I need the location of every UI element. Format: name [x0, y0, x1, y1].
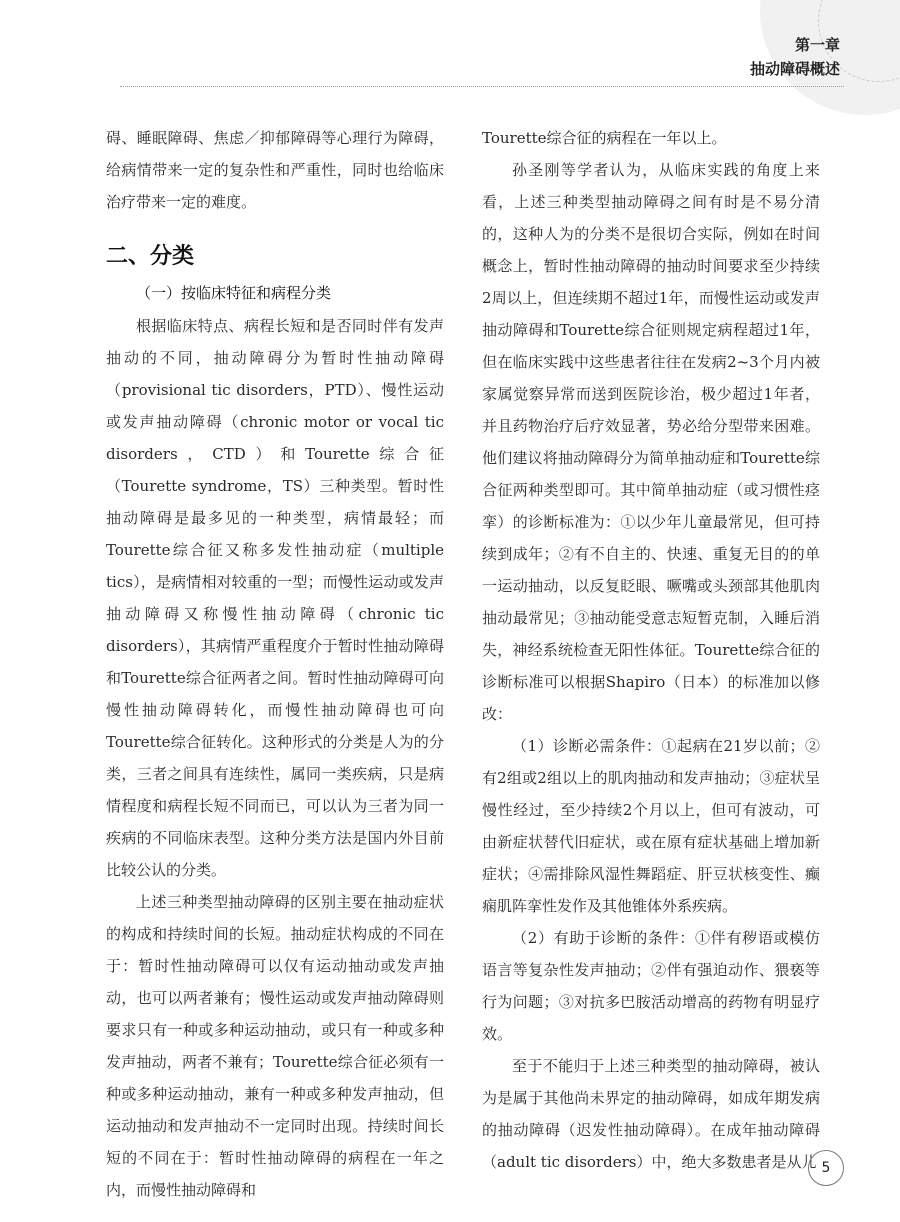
continued-paragraph: Tourette综合征的病程在一年以上。: [482, 129, 727, 147]
header-rule: [120, 86, 844, 87]
header-chapter: 第一章: [794, 36, 840, 54]
running-header: [750, 34, 840, 82]
section-heading: 二、分类: [106, 244, 195, 269]
subsection-heading: （一）按临床特征和病程分类: [136, 284, 332, 302]
paragraph-other-tic-disorders: 至于不能归于上述三种类型的抽动障碍，被认为是属于其他尚未界定的抽动障碍，如成年期发病的抽动障碍（迟发性抽动障碍）。在成年抽动障碍（adult tic disorders）中，绝大多数患者是从儿: [482, 1057, 820, 1171]
page-number: 5: [808, 1150, 844, 1186]
paragraph-supporting-criteria: （2）有助于诊断的条件：①伴有秽语或模仿语言等复杂性发声抽动；②伴有强迫动作、猥亵等行为问题；③对抗多巴胺活动增高的药物有明显疗效。: [482, 929, 820, 1043]
paragraph-sun-view: 孙圣刚等学者认为，从临床实践的角度上来看，上述三种类型抽动障碍之间有时是不易分清的，这种人为的分类不是很切合实际，例如在时间概念上，暂时性抽动障碍的抽动时间要求至少持续2周以上，但连续期不超过1年，而慢性运动或发声抽动障碍和Tourette综合征则规定病程超过1年，但在临床实践中这些患者往往在发病2~3个月内被家属觉察异常而送到医院诊治，极少超过1年者，并且药物治疗后疗效显著，势必给分型带来困难。他们建议将抽动障碍分为简单抽动症和Tourette综合征两种类型即可。其中简单抽动症（或习惯性痉挛）的诊断标准为：①以少年儿童最常见，但可持续到成年；②有不自主的、快速、重复无目的的单一运动抽动，以反复眨眼、噘嘴或头颈部其他肌肉抽动最常见；③抽动能受意志短暂克制，入睡后消失，神经系统检查无阳性体征。Tourette综合征的诊断标准可以根据Shapiro（日本）的标准加以修改：: [482, 161, 820, 723]
header-section-title: 抽动障碍概述: [749, 60, 840, 78]
left-column: [106, 122, 444, 1206]
right-column: [482, 122, 820, 1178]
paragraph-required-criteria: （1）诊断必需条件：①起病在21岁以前；②有2组或2组以上的肌肉抽动和发声抽动；③症状呈慢性经过，至少持续2个月以上，但可有波动，可由新症状替代旧症状，或在原有症状基础上增加新症状；④需排除风湿性舞蹈症、肝豆状核变性、癫痫肌阵挛性发作及其他锥体外系疾病。: [482, 737, 820, 915]
paragraph-classification: 根据临床特点、病程长短和是否同时伴有发声抽动的不同，抽动障碍分为暂时性抽动障碍（provisional tic disorders，PTD）、慢性运动或发声抽动障碍（chronic motor or vocal tic disorders，CTD）和Tourette综合征（Tourette syndrome，TS）三种类型。暂时性抽动障碍是最多见的一种类型，病情最轻；而Tourette综合征又称多发性抽动症（multiple tics），是病情相对较重的一型；而慢性运动或发声抽动障碍又称慢性抽动障碍（chronic tic disorders），其病情严重程度介于暂时性抽动障碍和Tourette综合征两者之间。暂时性抽动障碍可向慢性抽动障碍转化，而慢性抽动障碍也可向Tourette综合征转化。这种形式的分类是人为的分类，三者之间具有连续性，属同一类疾病，只是病情程度和病程长短不同而已，可以认为三者为同一疾病的不同临床表型。这种分类方法是国内外目前比较公认的分类。: [106, 317, 444, 879]
paragraph-differences: 上述三种类型抽动障碍的区别主要在抽动症状的构成和持续时间的长短。抽动症状构成的不同在于：暂时性抽动障碍可以仅有运动抽动或发声抽动，也可以两者兼有；慢性运动或发声抽动障碍则要求只有一种或多种运动抽动，或只有一种或多种发声抽动，两者不兼有；Tourette综合征必须有一种或多种运动抽动，兼有一种或多种发声抽动，但运动抽动和发声抽动不一定同时出现。持续时间长短的不同在于：暂时性抽动障碍的病程在一年之内，而慢性抽动障碍和: [106, 893, 444, 1199]
continued-paragraph: 碍、睡眠障碍、焦虑／抑郁障碍等心理行为障碍，给病情带来一定的复杂性和严重性，同时也给临床治疗带来一定的难度。: [106, 129, 444, 211]
